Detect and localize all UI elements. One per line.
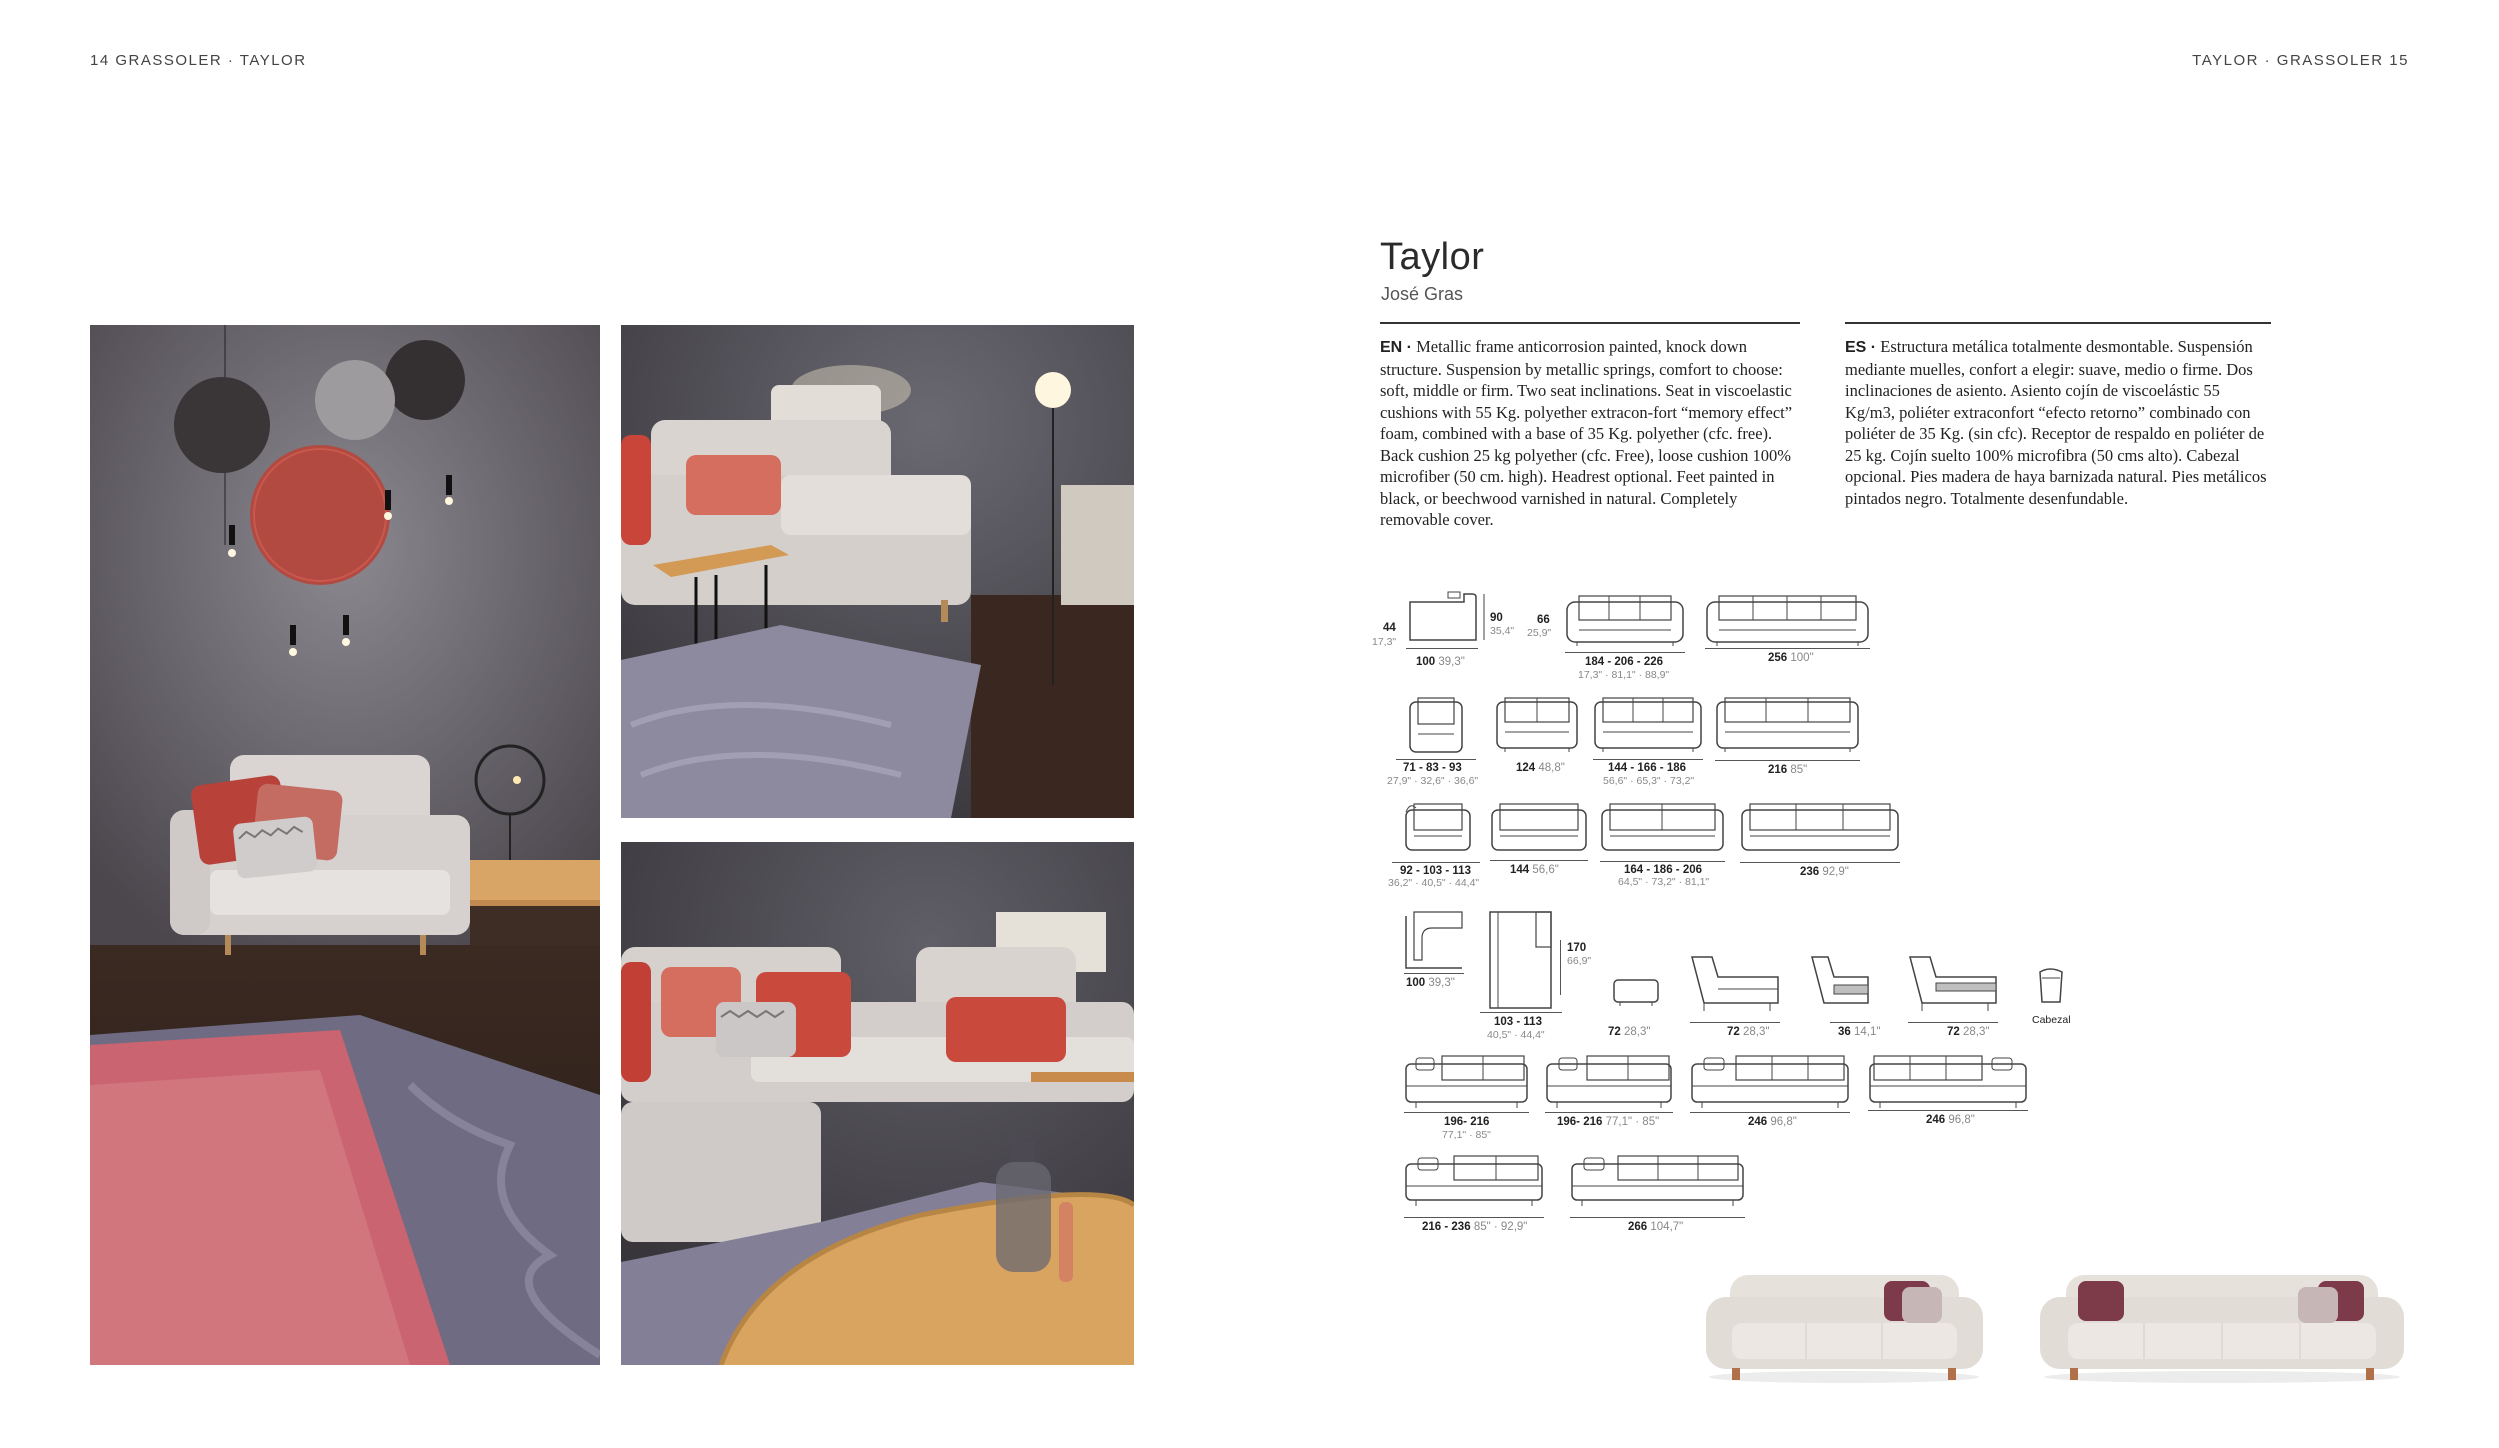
module-end-right — [1908, 955, 1998, 1015]
module-chaise — [1488, 910, 1553, 1010]
lang-tag-en: EN · — [1380, 339, 1412, 356]
divider-en — [1380, 322, 1800, 324]
r4-line-5 — [1830, 1022, 1870, 1023]
r5-line-0 — [1404, 1112, 1529, 1113]
r1-label-1: 256 100" — [1768, 652, 1814, 664]
r4-label-0: 100 39,3" — [1406, 977, 1455, 989]
living-room-photo-main — [90, 325, 600, 1365]
module-pouf — [1612, 978, 1660, 1008]
r6-label-0: 216 - 236 85" · 92,9" — [1422, 1221, 1528, 1233]
r2-label-0: 71 - 83 - 93 — [1403, 762, 1462, 774]
module-headrest-cushion — [1810, 955, 1870, 1015]
r4-label-2-in: 66,9" — [1567, 955, 1592, 967]
r3-line-1 — [1490, 860, 1588, 861]
r6-line-0 — [1404, 1217, 1544, 1218]
description-en — [1380, 336, 1800, 531]
r3-line-2 — [1600, 861, 1725, 862]
r5-label-0-in: 77,1" · 85" — [1442, 1129, 1491, 1141]
module-2seat-arm — [1490, 800, 1588, 855]
r2-label-0-in: 27,9" · 32,6" · 36,6" — [1387, 775, 1479, 787]
module-sofa-headrest-a — [1404, 1150, 1544, 1210]
module-chaise-sofa-b — [1545, 1050, 1673, 1110]
module-chaise-sofa-a — [1404, 1050, 1529, 1110]
r4-label-1: 103 - 113 — [1494, 1016, 1542, 1028]
side-view-diagram — [1408, 592, 1488, 642]
back-height-label: 90 — [1490, 612, 1503, 624]
r2-label-2: 144 - 166 - 186 — [1608, 762, 1687, 774]
r3-label-2: 164 - 186 - 206 — [1624, 864, 1703, 876]
r2-line-2 — [1593, 759, 1703, 760]
module-corner — [1404, 910, 1464, 970]
r3-line-3 — [1740, 862, 1900, 863]
r5-label-2: 246 96,8" — [1748, 1116, 1797, 1128]
r5-line-1 — [1545, 1112, 1673, 1113]
r2-label-2-in: 56,6" · 65,3" · 73,2" — [1603, 775, 1695, 787]
module-2seat-medium — [1593, 696, 1703, 756]
module-sofa-3seat-b — [1705, 592, 1870, 647]
module-end-left — [1690, 955, 1780, 1015]
product-designer: José Gras — [1381, 284, 1464, 304]
r4-line-6 — [1908, 1022, 1998, 1023]
r2-label-3: 216 85" — [1768, 764, 1808, 776]
module-4seat-arm — [1740, 800, 1900, 855]
r1-label-0-in: 17,3" · 81,1" · 88,9" — [1578, 669, 1670, 681]
living-room-photo-corner — [621, 842, 1134, 1365]
r1-line-1 — [1705, 648, 1870, 649]
r5-label-3: 246 96,8" — [1926, 1114, 1975, 1126]
r3-label-2-in: 64,5" · 73,2" · 81,1" — [1618, 876, 1710, 888]
seat-depth-label: 66 — [1537, 614, 1550, 626]
r5-line-2 — [1690, 1112, 1850, 1113]
r3-line-0 — [1392, 862, 1480, 863]
description-es-text: Estructura metálica totalmente desmontable. Suspensión mediante muelles, confort a elegir: suave, medio o firme. Dos inclinaciones de asiento. Asiento cojín de viscoelástic 55 Kg/m3, poliéter extraconfort “efecto retorno” combinado con poliéter de 35 Kg. (sin cfc). Receptor de respaldo en poliéter de 25 kg. Cojín suelto 100% microfibra (50 cms alto). Cabezal opcional. Pies madera de haya barnizada natural. Pies metálicos pintados negro. Totalmente desenfundable. — [1845, 337, 2267, 508]
r4-line-4 — [1690, 1022, 1780, 1023]
r4-line-0 — [1404, 973, 1464, 974]
r4-line-1 — [1480, 1012, 1562, 1013]
sofa-render-left — [1702, 1265, 1987, 1385]
module-chaise-sofa-c — [1690, 1050, 1850, 1110]
seat-depth-in: 25,9" — [1527, 627, 1552, 639]
r5-line-3 — [1868, 1110, 2028, 1111]
living-room-photo-chaise — [621, 325, 1134, 818]
r6-line-1 — [1570, 1217, 1745, 1218]
r2-line-0 — [1396, 759, 1476, 760]
lang-tag-es: ES · — [1845, 339, 1877, 356]
r4-label-4: 72 28,3" — [1727, 1026, 1770, 1038]
r5-label-0: 196- 216 — [1444, 1116, 1490, 1128]
r4-label-1-in: 40,5" · 44,4" — [1487, 1029, 1545, 1041]
r4-label-5: 36 14,1" — [1838, 1026, 1881, 1038]
r2-line-3 — [1715, 760, 1860, 761]
r4-label-2: 170 — [1567, 942, 1587, 954]
headrest-label: Cabezal — [2032, 1014, 2071, 1026]
module-sofa-headrest-b — [1570, 1150, 1745, 1210]
side-width-label: 100 39,3" — [1416, 656, 1465, 668]
r3-label-3: 236 92,9" — [1800, 866, 1849, 878]
headrest-icon — [2036, 966, 2066, 1006]
chaise-length-line — [1560, 940, 1561, 995]
page-header-right: TAYLOR · GRASSOLER 15 — [2192, 52, 2409, 69]
side-width-line — [1406, 648, 1478, 649]
sofa-render-right — [2036, 1265, 2408, 1385]
side-height-in: 17,3" — [1372, 636, 1397, 648]
divider-es — [1845, 322, 2271, 324]
r3-label-1: 144 56,6" — [1510, 864, 1559, 876]
description-es — [1845, 336, 2271, 509]
module-3seat-arm — [1600, 800, 1725, 855]
r6-label-1: 266 104,7" — [1628, 1221, 1684, 1233]
r3-label-0-in: 36,2" · 40,5" · 44,4" — [1388, 877, 1480, 889]
r4-label-6: 72 28,3" — [1947, 1026, 1990, 1038]
r2-label-1: 124 48,8" — [1516, 762, 1565, 774]
module-armchair — [1408, 696, 1464, 756]
r1-label-0: 184 - 206 - 226 — [1585, 656, 1664, 668]
description-en-text: Metallic frame anticorrosion painted, knock down structure. Suspension by metallic springs, comfort to choose: soft, middle or firm. Two seat inclinations. Seat in viscoelastic cushions with 55 Kg. polyether extracon-fort “memory effect” foam, combined with a base of 35 Kg. polyether (cfc. free). Back cushion 25 kg polyether (cfc. Free), loose cushion 100% microfiber (50 cm. high). Headrest optional. Feet painted in black, or beechwood varnished in natural. Completely removable cover. — [1380, 337, 1793, 529]
r4-label-3: 72 28,3" — [1608, 1026, 1651, 1038]
product-title: Taylor — [1380, 236, 1485, 278]
module-chaise-sofa-d — [1868, 1050, 2028, 1110]
module-sofa-3seat-a — [1565, 592, 1685, 647]
module-3seat-medium — [1715, 696, 1860, 756]
r1-line-0 — [1565, 652, 1685, 653]
side-height-label: 44 — [1383, 622, 1396, 634]
back-height-in: 35,4" — [1490, 625, 1515, 637]
r3-label-0: 92 - 103 - 113 — [1400, 865, 1471, 877]
module-2seat-small — [1495, 696, 1579, 756]
r5-label-1: 196- 216 77,1" · 85" — [1557, 1116, 1660, 1128]
page-header-left: 14 GRASSOLER · TAYLOR — [90, 52, 307, 69]
module-armchair-arm — [1404, 800, 1472, 855]
